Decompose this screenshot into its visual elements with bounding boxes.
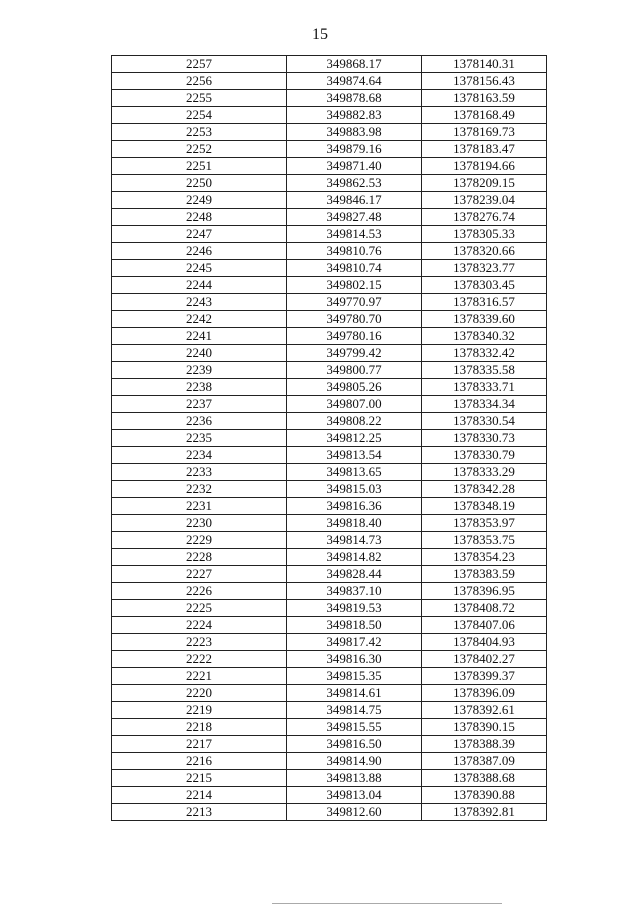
y-coordinate-cell: 1378390.15	[422, 719, 547, 736]
x-coordinate-cell: 349817.42	[287, 634, 422, 651]
y-coordinate-cell: 1378330.79	[422, 447, 547, 464]
point-number-cell: 2226	[112, 583, 287, 600]
table-row	[112, 617, 547, 634]
table-row	[112, 175, 547, 192]
x-coordinate-cell: 349874.64	[287, 73, 422, 90]
y-coordinate-cell: 1378383.59	[422, 566, 547, 583]
y-coordinate-cell: 1378388.39	[422, 736, 547, 753]
point-number-cell: 2256	[112, 73, 287, 90]
table-row	[112, 277, 547, 294]
table-row	[112, 243, 547, 260]
point-number-cell: 2232	[112, 481, 287, 498]
point-number-cell: 2247	[112, 226, 287, 243]
table-row	[112, 702, 547, 719]
table-row	[112, 396, 547, 413]
y-coordinate-cell: 1378209.15	[422, 175, 547, 192]
x-coordinate-cell: 349816.50	[287, 736, 422, 753]
point-number-cell: 2253	[112, 124, 287, 141]
point-number-cell: 2235	[112, 430, 287, 447]
x-coordinate-cell: 349813.65	[287, 464, 422, 481]
point-number-cell: 2216	[112, 753, 287, 770]
x-coordinate-cell: 349812.25	[287, 430, 422, 447]
x-coordinate-cell: 349818.50	[287, 617, 422, 634]
y-coordinate-cell: 1378392.61	[422, 702, 547, 719]
table-row	[112, 430, 547, 447]
y-coordinate-cell: 1378404.93	[422, 634, 547, 651]
y-coordinate-cell: 1378276.74	[422, 209, 547, 226]
y-coordinate-cell: 1378342.28	[422, 481, 547, 498]
y-coordinate-cell: 1378340.32	[422, 328, 547, 345]
table-row	[112, 600, 547, 617]
point-number-cell: 2222	[112, 651, 287, 668]
point-number-cell: 2237	[112, 396, 287, 413]
y-coordinate-cell: 1378332.42	[422, 345, 547, 362]
table-row	[112, 141, 547, 158]
x-coordinate-cell: 349827.48	[287, 209, 422, 226]
x-coordinate-cell: 349862.53	[287, 175, 422, 192]
x-coordinate-cell: 349814.53	[287, 226, 422, 243]
y-coordinate-cell: 1378334.34	[422, 396, 547, 413]
point-number-cell: 2254	[112, 107, 287, 124]
x-coordinate-cell: 349815.03	[287, 481, 422, 498]
x-coordinate-cell: 349883.98	[287, 124, 422, 141]
point-number-cell: 2225	[112, 600, 287, 617]
y-coordinate-cell: 1378353.97	[422, 515, 547, 532]
table-row	[112, 90, 547, 107]
x-coordinate-cell: 349815.35	[287, 668, 422, 685]
table-row	[112, 634, 547, 651]
y-coordinate-cell: 1378396.09	[422, 685, 547, 702]
x-coordinate-cell: 349813.88	[287, 770, 422, 787]
y-coordinate-cell: 1378156.43	[422, 73, 547, 90]
point-number-cell: 2223	[112, 634, 287, 651]
table-row	[112, 124, 547, 141]
table-row	[112, 787, 547, 804]
point-number-cell: 2219	[112, 702, 287, 719]
x-coordinate-cell: 349814.82	[287, 549, 422, 566]
point-number-cell: 2217	[112, 736, 287, 753]
x-coordinate-cell: 349770.97	[287, 294, 422, 311]
x-coordinate-cell: 349818.40	[287, 515, 422, 532]
table-row	[112, 345, 547, 362]
y-coordinate-cell: 1378168.49	[422, 107, 547, 124]
table-row	[112, 736, 547, 753]
point-number-cell: 2255	[112, 90, 287, 107]
x-coordinate-cell: 349810.74	[287, 260, 422, 277]
x-coordinate-cell: 349828.44	[287, 566, 422, 583]
x-coordinate-cell: 349780.70	[287, 311, 422, 328]
x-coordinate-cell: 349813.54	[287, 447, 422, 464]
y-coordinate-cell: 1378330.54	[422, 413, 547, 430]
table-row	[112, 583, 547, 600]
point-number-cell: 2228	[112, 549, 287, 566]
y-coordinate-cell: 1378335.58	[422, 362, 547, 379]
point-number-cell: 2240	[112, 345, 287, 362]
table-row	[112, 804, 547, 821]
point-number-cell: 2227	[112, 566, 287, 583]
point-number-cell: 2250	[112, 175, 287, 192]
table-row	[112, 226, 547, 243]
point-number-cell: 2242	[112, 311, 287, 328]
table-row	[112, 447, 547, 464]
point-number-cell: 2241	[112, 328, 287, 345]
coordinates-table-body	[112, 56, 547, 821]
point-number-cell: 2230	[112, 515, 287, 532]
table-row	[112, 651, 547, 668]
y-coordinate-cell: 1378330.73	[422, 430, 547, 447]
y-coordinate-cell: 1378194.66	[422, 158, 547, 175]
table-row	[112, 481, 547, 498]
y-coordinate-cell: 1378390.88	[422, 787, 547, 804]
table-row	[112, 362, 547, 379]
x-coordinate-cell: 349816.36	[287, 498, 422, 515]
point-number-cell: 2248	[112, 209, 287, 226]
x-coordinate-cell: 349808.22	[287, 413, 422, 430]
x-coordinate-cell: 349807.00	[287, 396, 422, 413]
x-coordinate-cell: 349780.16	[287, 328, 422, 345]
table-row	[112, 209, 547, 226]
point-number-cell: 2229	[112, 532, 287, 549]
y-coordinate-cell: 1378402.27	[422, 651, 547, 668]
y-coordinate-cell: 1378333.29	[422, 464, 547, 481]
point-number-cell: 2221	[112, 668, 287, 685]
point-number-cell: 2214	[112, 787, 287, 804]
point-number-cell: 2251	[112, 158, 287, 175]
table-row	[112, 668, 547, 685]
y-coordinate-cell: 1378305.33	[422, 226, 547, 243]
x-coordinate-cell: 349805.26	[287, 379, 422, 396]
table-row	[112, 770, 547, 787]
point-number-cell: 2249	[112, 192, 287, 209]
point-number-cell: 2234	[112, 447, 287, 464]
point-number-cell: 2233	[112, 464, 287, 481]
bottom-rule	[272, 903, 502, 904]
table-row	[112, 464, 547, 481]
y-coordinate-cell: 1378303.45	[422, 277, 547, 294]
y-coordinate-cell: 1378323.77	[422, 260, 547, 277]
table-row	[112, 532, 547, 549]
y-coordinate-cell: 1378239.04	[422, 192, 547, 209]
x-coordinate-cell: 349815.55	[287, 719, 422, 736]
y-coordinate-cell: 1378407.06	[422, 617, 547, 634]
table-row	[112, 311, 547, 328]
y-coordinate-cell: 1378353.75	[422, 532, 547, 549]
x-coordinate-cell: 349846.17	[287, 192, 422, 209]
table-row	[112, 566, 547, 583]
table-row	[112, 685, 547, 702]
point-number-cell: 2243	[112, 294, 287, 311]
x-coordinate-cell: 349814.73	[287, 532, 422, 549]
point-number-cell: 2231	[112, 498, 287, 515]
table-row	[112, 515, 547, 532]
x-coordinate-cell: 349882.83	[287, 107, 422, 124]
point-number-cell: 2239	[112, 362, 287, 379]
y-coordinate-cell: 1378354.23	[422, 549, 547, 566]
x-coordinate-cell: 349814.61	[287, 685, 422, 702]
x-coordinate-cell: 349816.30	[287, 651, 422, 668]
point-number-cell: 2244	[112, 277, 287, 294]
point-number-cell: 2218	[112, 719, 287, 736]
y-coordinate-cell: 1378399.37	[422, 668, 547, 685]
y-coordinate-cell: 1378320.66	[422, 243, 547, 260]
x-coordinate-cell: 349871.40	[287, 158, 422, 175]
page-number: 15	[312, 26, 328, 43]
x-coordinate-cell: 349837.10	[287, 583, 422, 600]
table-row	[112, 192, 547, 209]
y-coordinate-cell: 1378183.47	[422, 141, 547, 158]
table-row	[112, 158, 547, 175]
x-coordinate-cell: 349878.68	[287, 90, 422, 107]
y-coordinate-cell: 1378408.72	[422, 600, 547, 617]
table-row	[112, 413, 547, 430]
y-coordinate-cell: 1378339.60	[422, 311, 547, 328]
x-coordinate-cell: 349800.77	[287, 362, 422, 379]
x-coordinate-cell: 349868.17	[287, 56, 422, 73]
x-coordinate-cell: 349819.53	[287, 600, 422, 617]
table-row	[112, 56, 547, 73]
y-coordinate-cell: 1378392.81	[422, 804, 547, 821]
table-row	[112, 73, 547, 90]
table-row	[112, 260, 547, 277]
table-row	[112, 719, 547, 736]
point-number-cell: 2246	[112, 243, 287, 260]
point-number-cell: 2213	[112, 804, 287, 821]
y-coordinate-cell: 1378396.95	[422, 583, 547, 600]
table-row	[112, 498, 547, 515]
x-coordinate-cell: 349802.15	[287, 277, 422, 294]
table-row	[112, 753, 547, 770]
y-coordinate-cell: 1378348.19	[422, 498, 547, 515]
point-number-cell: 2257	[112, 56, 287, 73]
point-number-cell: 2238	[112, 379, 287, 396]
point-number-cell: 2236	[112, 413, 287, 430]
table-row	[112, 379, 547, 396]
x-coordinate-cell: 349814.90	[287, 753, 422, 770]
y-coordinate-cell: 1378163.59	[422, 90, 547, 107]
table-row	[112, 107, 547, 124]
table-row	[112, 328, 547, 345]
x-coordinate-cell: 349812.60	[287, 804, 422, 821]
x-coordinate-cell: 349814.75	[287, 702, 422, 719]
point-number-cell: 2220	[112, 685, 287, 702]
y-coordinate-cell: 1378333.71	[422, 379, 547, 396]
y-coordinate-cell: 1378387.09	[422, 753, 547, 770]
point-number-cell: 2224	[112, 617, 287, 634]
x-coordinate-cell: 349879.16	[287, 141, 422, 158]
table-row	[112, 294, 547, 311]
y-coordinate-cell: 1378169.73	[422, 124, 547, 141]
x-coordinate-cell: 349810.76	[287, 243, 422, 260]
x-coordinate-cell: 349813.04	[287, 787, 422, 804]
x-coordinate-cell: 349799.42	[287, 345, 422, 362]
table-row	[112, 549, 547, 566]
coordinates-table	[111, 55, 547, 821]
y-coordinate-cell: 1378316.57	[422, 294, 547, 311]
point-number-cell: 2215	[112, 770, 287, 787]
point-number-cell: 2245	[112, 260, 287, 277]
point-number-cell: 2252	[112, 141, 287, 158]
y-coordinate-cell: 1378388.68	[422, 770, 547, 787]
y-coordinate-cell: 1378140.31	[422, 56, 547, 73]
